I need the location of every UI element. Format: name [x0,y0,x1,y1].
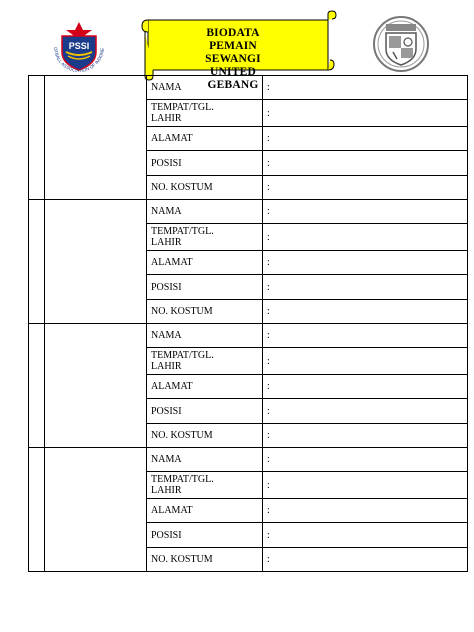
photo-box[interactable] [45,324,147,448]
field-value-posisi[interactable]: : [263,151,468,176]
table-row [29,76,468,100]
table-row [29,200,468,224]
field-label-no-kostum: NO. KOSTUM [147,548,263,572]
field-label-no-kostum: NO. KOSTUM [147,176,263,200]
title-line: PEMAIN [209,40,257,52]
field-value-nama[interactable]: : [263,324,468,348]
field-label-nama: NAMA [147,200,263,224]
field-value-posisi[interactable]: : [263,399,468,424]
field-value-alamat[interactable]: : [263,499,468,523]
field-value-no-kostum[interactable]: : [263,176,468,200]
biodata-form-table [28,75,468,572]
field-value-alamat[interactable]: : [263,251,468,275]
field-label-no-kostum: NO. KOSTUM [147,424,263,448]
field-value-tempat-tgl-lahir[interactable]: : [263,224,468,251]
field-label-tempat-tgl-lahir: TEMPAT/TGL. LAHIR [147,100,263,127]
photo-box[interactable] [45,200,147,324]
field-label-nama: NAMA [147,324,263,348]
field-value-no-kostum[interactable]: : [263,424,468,448]
field-value-posisi[interactable]: : [263,275,468,300]
pssi-ring-text: OTBALL ASSOCIATION OF INDONE [52,46,106,74]
field-label-tempat-tgl-lahir: TEMPAT/TGL. LAHIR [147,224,263,251]
photo-box[interactable] [45,448,147,572]
title-line: UNITED [210,66,256,78]
player-number-cell [29,76,45,200]
field-value-alamat[interactable]: : [263,375,468,399]
field-value-alamat[interactable]: : [263,127,468,151]
photo-box[interactable] [45,76,147,200]
field-value-tempat-tgl-lahir[interactable]: : [263,472,468,499]
player-number-cell [29,200,45,324]
field-label-tempat-tgl-lahir: TEMPAT/TGL. LAHIR [147,472,263,499]
field-value-nama[interactable]: : [263,76,468,100]
field-value-no-kostum[interactable]: : [263,300,468,324]
field-label-alamat: ALAMAT [147,251,263,275]
title-line: BIODATA [206,27,260,39]
table-row [29,324,468,348]
pssi-logo-text: PSSI [68,41,90,51]
field-label-posisi: POSISI [147,275,263,300]
field-label-posisi: POSISI [147,151,263,176]
player-number-cell [29,324,45,448]
pssi-logo-icon [44,12,114,82]
field-value-nama[interactable]: : [263,200,468,224]
field-label-posisi: POSISI [147,523,263,548]
field-label-nama: NAMA [147,448,263,472]
field-label-alamat: ALAMAT [147,127,263,151]
field-label-no-kostum: NO. KOSTUM [147,300,263,324]
field-value-no-kostum[interactable]: : [263,548,468,572]
field-label-alamat: ALAMAT [147,499,263,523]
field-label-alamat: ALAMAT [147,375,263,399]
title-line: GEBANG [207,79,259,91]
field-value-posisi[interactable]: : [263,523,468,548]
field-label-nama: NAMA [147,76,263,100]
field-value-tempat-tgl-lahir[interactable]: : [263,348,468,375]
field-label-tempat-tgl-lahir: TEMPAT/TGL. LAHIR [147,348,263,375]
title-line: SEWANGI [205,53,261,65]
field-label-posisi: POSISI [147,399,263,424]
field-value-nama[interactable]: : [263,448,468,472]
field-value-tempat-tgl-lahir[interactable]: : [263,100,468,127]
player-number-cell [29,448,45,572]
table-row [29,448,468,472]
club-crest-icon [372,15,430,73]
